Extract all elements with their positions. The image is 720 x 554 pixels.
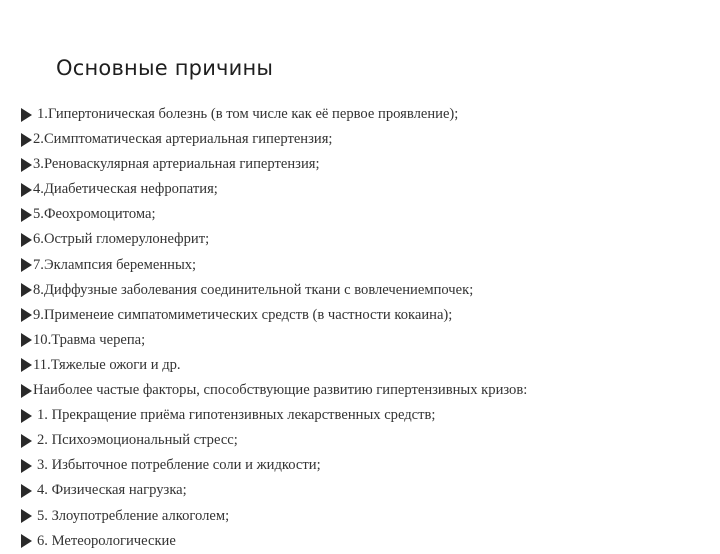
list-item-text: 6.Острый гломерулонефрит; bbox=[33, 231, 210, 248]
list-item-text: 6. Метеорологические bbox=[37, 532, 176, 549]
triangle-bullet-icon bbox=[21, 158, 32, 172]
list-item bbox=[21, 127, 527, 152]
list-item bbox=[21, 428, 527, 453]
list-item bbox=[21, 403, 527, 428]
list-item-text: 5.Феохромоцитома; bbox=[33, 206, 156, 223]
list-item bbox=[21, 253, 527, 278]
list-item bbox=[21, 227, 527, 252]
triangle-bullet-icon bbox=[21, 384, 32, 398]
triangle-bullet-icon bbox=[21, 434, 32, 448]
triangle-bullet-icon bbox=[21, 133, 32, 147]
list-item-text: Наиболее частые факторы, способствующие развитию гипертензивных кризов: bbox=[33, 382, 528, 399]
list-item-text: 1. Прекращение приёма гипотензивных лекарственных средств; bbox=[37, 407, 436, 424]
triangle-bullet-icon bbox=[21, 333, 32, 347]
triangle-bullet-icon bbox=[21, 308, 32, 322]
list-item-text: 2.Симптоматическая артериальная гипертензия; bbox=[33, 131, 333, 148]
list-item-text: 9.Применеие симпатомиметических средств (в частности кокаина); bbox=[33, 306, 453, 323]
list-item-text: 2. Психоэмоциональный стресс; bbox=[37, 432, 238, 449]
triangle-bullet-icon bbox=[21, 509, 32, 523]
triangle-bullet-icon bbox=[21, 358, 32, 372]
list-item-text: 8.Диффузные заболевания соединительной ткани с вовлечениемпочек; bbox=[33, 281, 474, 298]
list-item-text: 11.Тяжелые ожоги и др. bbox=[33, 356, 181, 373]
triangle-bullet-icon bbox=[21, 484, 32, 498]
list-item bbox=[21, 177, 527, 202]
slide-title: Основные причины bbox=[56, 56, 274, 80]
causes-list bbox=[21, 102, 527, 554]
list-item bbox=[21, 102, 527, 127]
list-item bbox=[21, 202, 527, 227]
triangle-bullet-icon bbox=[21, 409, 32, 423]
list-item bbox=[21, 504, 527, 529]
triangle-bullet-icon bbox=[21, 283, 32, 297]
triangle-bullet-icon bbox=[21, 534, 32, 548]
list-item bbox=[21, 278, 527, 303]
list-item bbox=[21, 353, 527, 378]
list-item-text: 10.Травма черепа; bbox=[33, 331, 146, 348]
triangle-bullet-icon bbox=[21, 459, 32, 473]
list-item bbox=[21, 529, 527, 554]
triangle-bullet-icon bbox=[21, 183, 32, 197]
triangle-bullet-icon bbox=[21, 108, 32, 122]
list-item bbox=[21, 453, 527, 478]
triangle-bullet-icon bbox=[21, 208, 32, 222]
list-item-text: 5. Злоупотребление алкоголем; bbox=[37, 507, 230, 524]
triangle-bullet-icon bbox=[21, 233, 32, 247]
list-item-text: 4.Диабетическая нефропатия; bbox=[33, 181, 218, 198]
list-item bbox=[21, 303, 527, 328]
list-item-text: 7.Эклампсия беременных; bbox=[33, 256, 197, 273]
list-item bbox=[21, 328, 527, 353]
list-item-text: 4. Физическая нагрузка; bbox=[37, 482, 187, 499]
triangle-bullet-icon bbox=[21, 258, 32, 272]
list-item-text: 3. Избыточное потребление соли и жидкости; bbox=[37, 457, 321, 474]
list-item bbox=[21, 478, 527, 503]
list-item-text: 3.Реноваскулярная артериальная гипертензия; bbox=[33, 156, 320, 173]
list-item bbox=[21, 152, 527, 177]
list-item-text: 1.Гипертоническая болезнь (в том числе как её первое проявление); bbox=[37, 106, 459, 122]
list-item bbox=[21, 378, 527, 403]
